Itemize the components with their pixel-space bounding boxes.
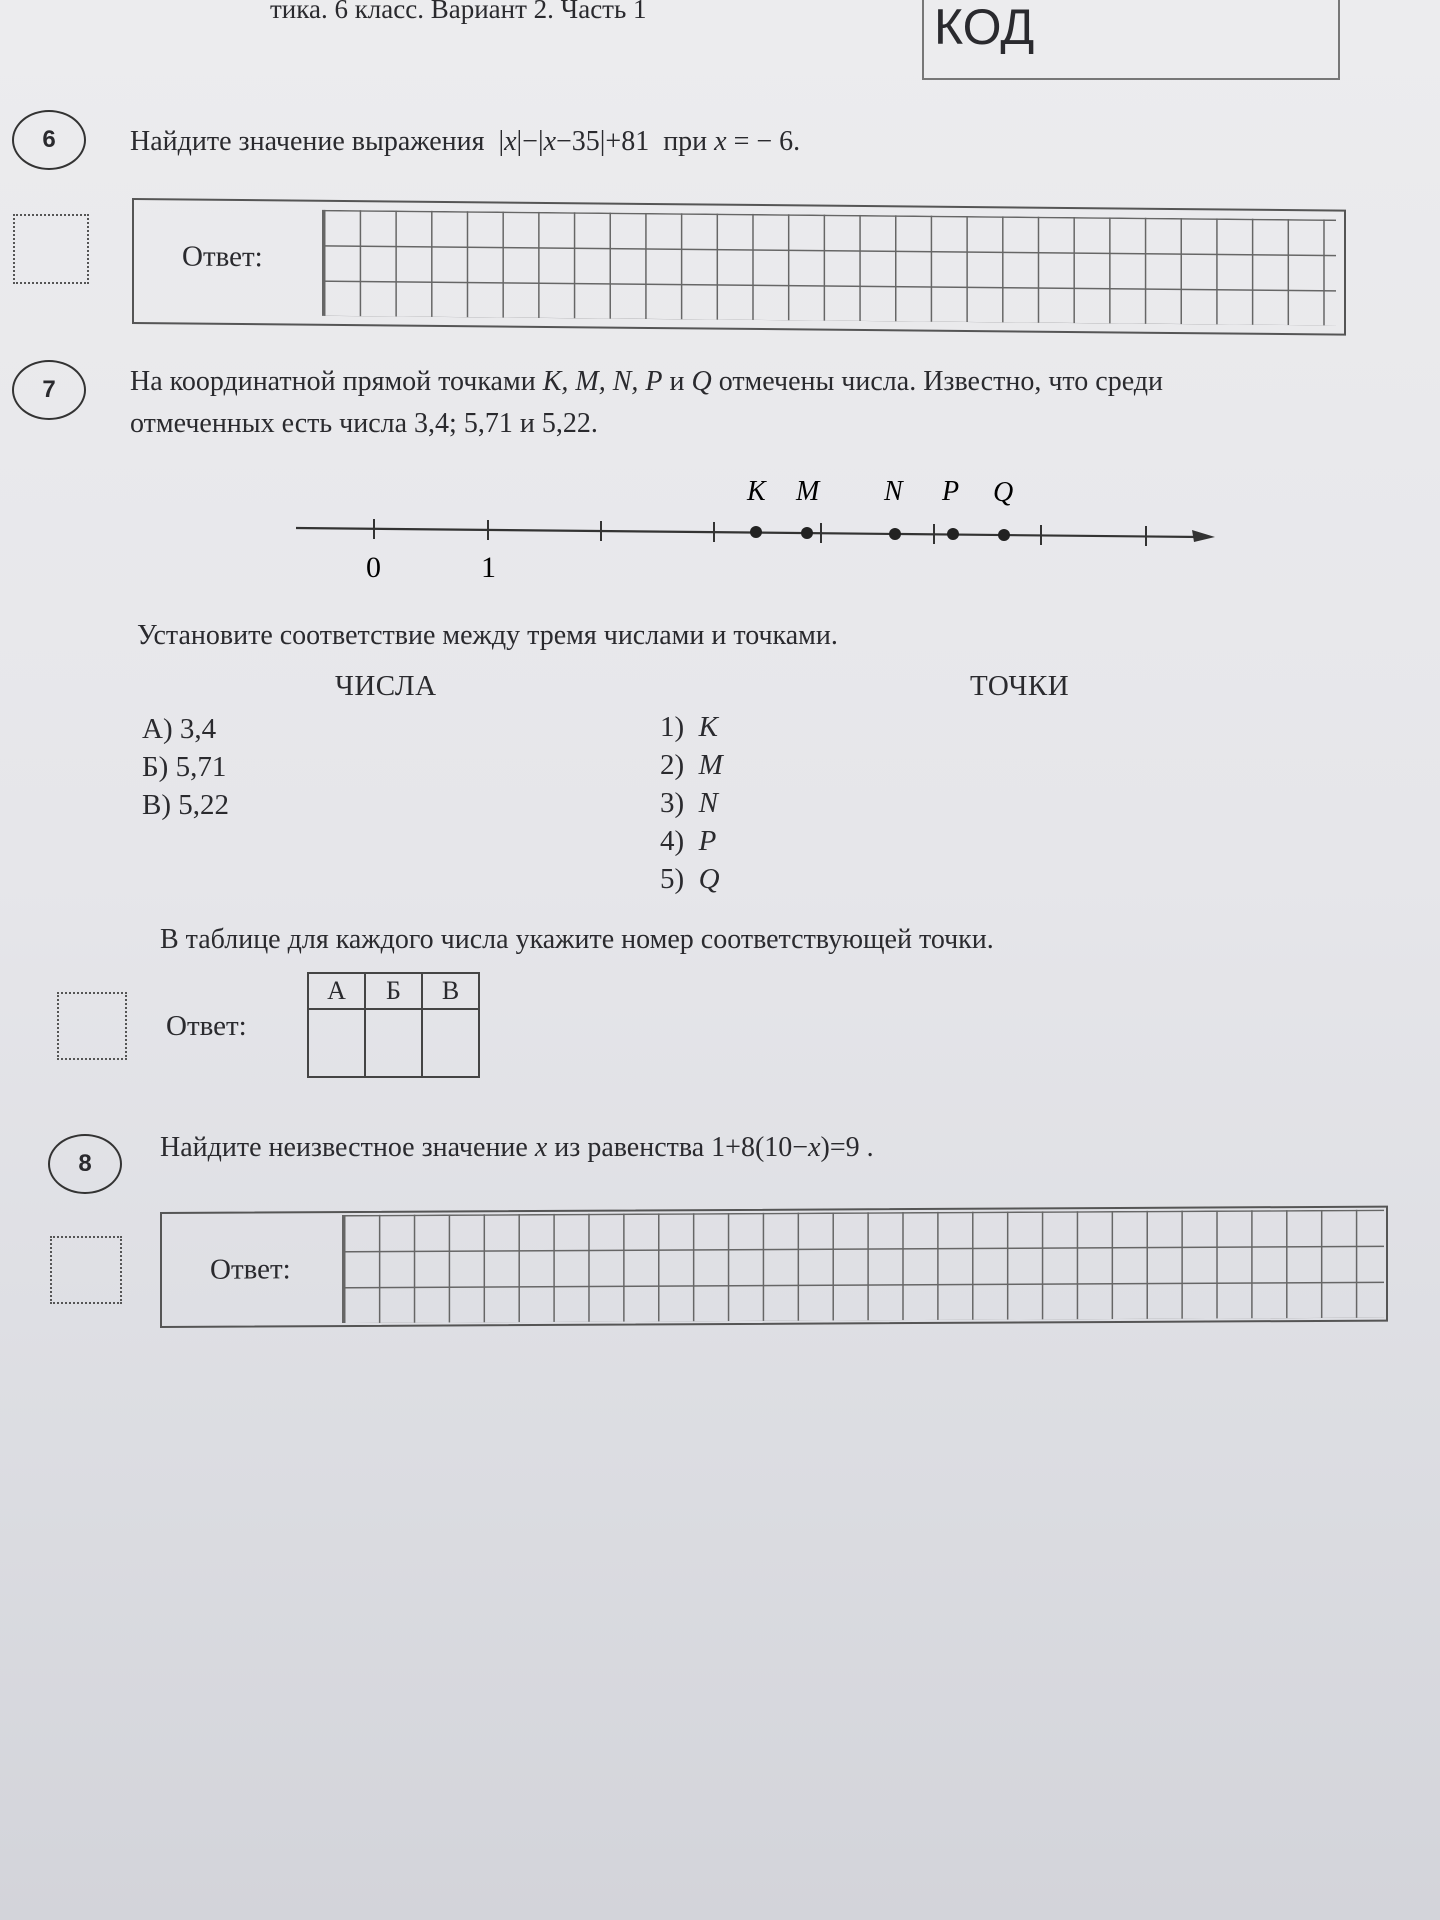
tick-label-1: 1 (481, 551, 496, 584)
q7-last-point: Q (691, 366, 712, 397)
question-7-answer-label: Ответ: (166, 1010, 247, 1042)
number-line-arrow (1192, 530, 1215, 542)
number-line (290, 470, 1230, 600)
question-6-number: 6 (12, 110, 86, 170)
question-6-answer-grid[interactable] (322, 210, 1336, 326)
number-line-axis (296, 528, 1200, 537)
point-n-dot (889, 528, 901, 540)
q7-text-part: отмечены числа. Известно, что среди (718, 366, 1163, 397)
expr-part: x (504, 126, 517, 157)
point-item-1: 1) K (660, 711, 719, 743)
point-k-dot (750, 526, 762, 538)
question-7-text-line1 (130, 362, 1163, 402)
code-box[interactable] (922, 0, 1340, 80)
question-7-text-line2: отмеченных есть числа 3,4; 5,71 и 5,22. (130, 408, 598, 439)
question-6-answer-label: Ответ: (182, 240, 263, 274)
tick-label-0: 0 (366, 551, 381, 584)
question-7-instruction: Установите соответствие между тремя числами и точками. (137, 620, 838, 651)
question-8-answer-field[interactable] (160, 1206, 1388, 1328)
header-variant-text: тика. 6 класс. Вариант 2. Часть 1 (270, 0, 647, 24)
number-item-a: А) 3,4 (142, 713, 217, 745)
question-6-x: x (714, 126, 727, 157)
point-q-dot (998, 529, 1010, 541)
q8-equation: 1+8(10−x)=9 . (711, 1132, 874, 1163)
q7-and: и (669, 366, 685, 397)
point-n-label: N (884, 476, 903, 507)
question-6-x-value: = − 6. (733, 126, 801, 157)
q8-x: x (534, 1132, 548, 1163)
q8-prompt-2: из равенства (554, 1132, 705, 1163)
question-6-score-box[interactable] (13, 214, 89, 284)
point-k-label: K (747, 476, 766, 507)
point-p-dot (947, 528, 959, 540)
points-list (660, 708, 723, 898)
point-item-5: 5) Q (660, 863, 720, 895)
q8-prompt: Найдите неизвестное значение (160, 1132, 528, 1163)
numbers-list (142, 710, 229, 824)
question-6-answer-field[interactable] (132, 198, 1346, 336)
q7-text-part: На координатной прямой точками (130, 366, 536, 397)
expr-part: −35|+81 (556, 126, 650, 157)
q7-points-inline: K, M, N, P (542, 366, 663, 397)
question-8-score-box[interactable] (50, 1236, 122, 1304)
question-7-number: 7 (12, 360, 86, 420)
question-8-answer-grid[interactable] (342, 1210, 1384, 1323)
points-header: ТОЧКИ (970, 670, 1070, 702)
point-p-label: P (942, 476, 960, 507)
numbers-header: ЧИСЛА (335, 670, 437, 702)
answer-table-cell-v[interactable] (422, 1009, 479, 1077)
question-6-text (130, 122, 800, 162)
question-7-table-instruction: В таблице для каждого числа укажите номер соответствующей точки. (160, 924, 994, 955)
expr-part: x (543, 126, 556, 157)
point-m-dot (801, 527, 813, 539)
code-label: КОД (934, 0, 1035, 55)
point-m-label: M (796, 476, 820, 507)
answer-table-header-b: Б (365, 973, 422, 1009)
point-item-3: 3) N (660, 787, 719, 819)
question-8-number: 8 (48, 1134, 122, 1194)
number-item-b: Б) 5,71 (142, 751, 227, 783)
expr-part: |−| (516, 126, 544, 157)
point-q-label: Q (993, 477, 1014, 508)
number-item-v: В) 5,22 (142, 789, 229, 821)
question-6-prompt: Найдите значение выражения (130, 126, 485, 157)
answer-table-cell-b[interactable] (365, 1009, 422, 1077)
point-item-4: 4) P (660, 825, 717, 857)
question-8-text (160, 1128, 874, 1168)
answer-table-header-a: А (308, 973, 365, 1009)
question-6-at: при (663, 126, 708, 157)
expr-part: | (498, 126, 505, 157)
question-7-answer-table[interactable] (307, 972, 480, 1078)
question-8-answer-label: Ответ: (210, 1253, 291, 1286)
question-7-score-box[interactable] (57, 992, 127, 1060)
answer-table-cell-a[interactable] (308, 1009, 365, 1077)
point-item-2: 2) M (660, 749, 723, 781)
answer-table-header-v: В (422, 973, 479, 1009)
